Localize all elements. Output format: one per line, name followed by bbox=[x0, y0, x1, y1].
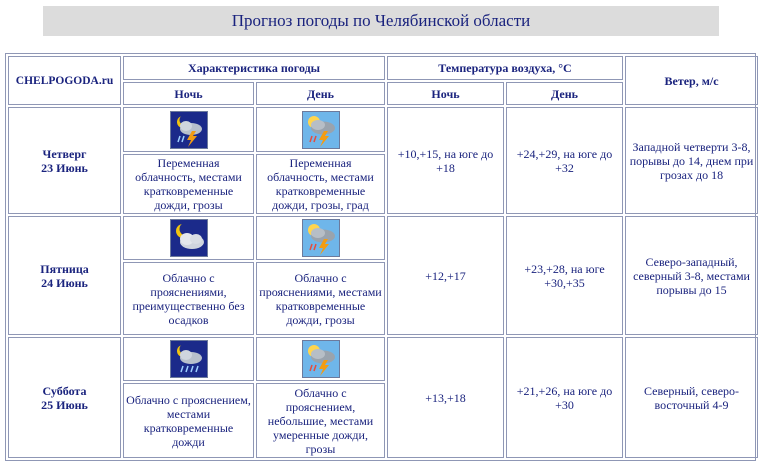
forecast-table bbox=[6, 54, 760, 460]
table-row bbox=[8, 216, 758, 260]
page-title: Прогноз погоды по Челябинской области bbox=[43, 6, 719, 36]
weekday: Суббота bbox=[42, 383, 87, 398]
date: 23 Июнь bbox=[41, 160, 88, 175]
characteristics-header: Характеристика погоды bbox=[123, 56, 385, 80]
day-thunderstorm-icon bbox=[302, 219, 340, 257]
char-night-header: Ночь bbox=[123, 82, 254, 105]
night-rain-icon bbox=[170, 340, 208, 378]
night-description: Переменная облачность, местами кратковременные дожди, грозы bbox=[123, 154, 254, 214]
day-thunderstorm-icon bbox=[302, 111, 340, 149]
temp-day-header: День bbox=[506, 82, 623, 105]
weekday: Четверг bbox=[42, 146, 87, 161]
temp-night-header: Ночь bbox=[387, 82, 504, 105]
day-icon-cell bbox=[256, 107, 385, 151]
table-row bbox=[8, 107, 758, 151]
day-icon-cell bbox=[256, 337, 385, 381]
temp-night-cell: +13,+18 bbox=[387, 337, 504, 458]
night-icon-cell bbox=[123, 107, 254, 151]
wind-header: Ветер, м/с bbox=[625, 56, 758, 105]
night-icon-cell bbox=[123, 216, 254, 260]
char-day-header: День bbox=[256, 82, 385, 105]
day-label bbox=[8, 216, 121, 335]
day-label bbox=[8, 107, 121, 214]
temp-day-cell: +24,+29, на юге до +32 bbox=[506, 107, 623, 214]
night-thunderstorm-icon bbox=[170, 111, 208, 149]
temperature-header: Температура воздуха, °C bbox=[387, 56, 623, 80]
night-icon-cell bbox=[123, 337, 254, 381]
forecast-table-frame bbox=[5, 53, 756, 461]
night-description: Облачно с прояснением, местами кратковременные дожди bbox=[123, 383, 254, 458]
day-description: Облачно с прояснением, небольшие, местами умеренные дожди, грозы bbox=[256, 383, 385, 458]
temp-night-cell: +12,+17 bbox=[387, 216, 504, 335]
day-icon-cell bbox=[256, 216, 385, 260]
date: 24 Июнь bbox=[41, 275, 88, 290]
night-partly-cloudy-icon bbox=[170, 219, 208, 257]
day-description: Облачно с прояснениями, местами кратковременные дожди, грозы bbox=[256, 262, 385, 335]
day-label bbox=[8, 337, 121, 458]
table-row bbox=[8, 337, 758, 381]
weekday: Пятница bbox=[40, 261, 89, 276]
wind-cell: Северный, северо-восточный 4-9 bbox=[625, 337, 758, 458]
date: 25 Июнь bbox=[41, 397, 88, 412]
wind-cell: Западной четверти 3-8, порывы до 14, днем при грозах до 18 bbox=[625, 107, 758, 214]
day-description: Переменная облачность, местами кратковременные дожди, грозы, град bbox=[256, 154, 385, 214]
temp-night-cell: +10,+15, на юге до +18 bbox=[387, 107, 504, 214]
day-thunderstorm-icon bbox=[302, 340, 340, 378]
night-description: Облачно с прояснениями, преимущественно без осадков bbox=[123, 262, 254, 335]
site-name: CHELPOGODA.ru bbox=[8, 56, 121, 105]
wind-cell: Северо-западный, северный 3-8, местами порывы до 15 bbox=[625, 216, 758, 335]
temp-day-cell: +23,+28, на юге +30,+35 bbox=[506, 216, 623, 335]
temp-day-cell: +21,+26, на юге до +30 bbox=[506, 337, 623, 458]
